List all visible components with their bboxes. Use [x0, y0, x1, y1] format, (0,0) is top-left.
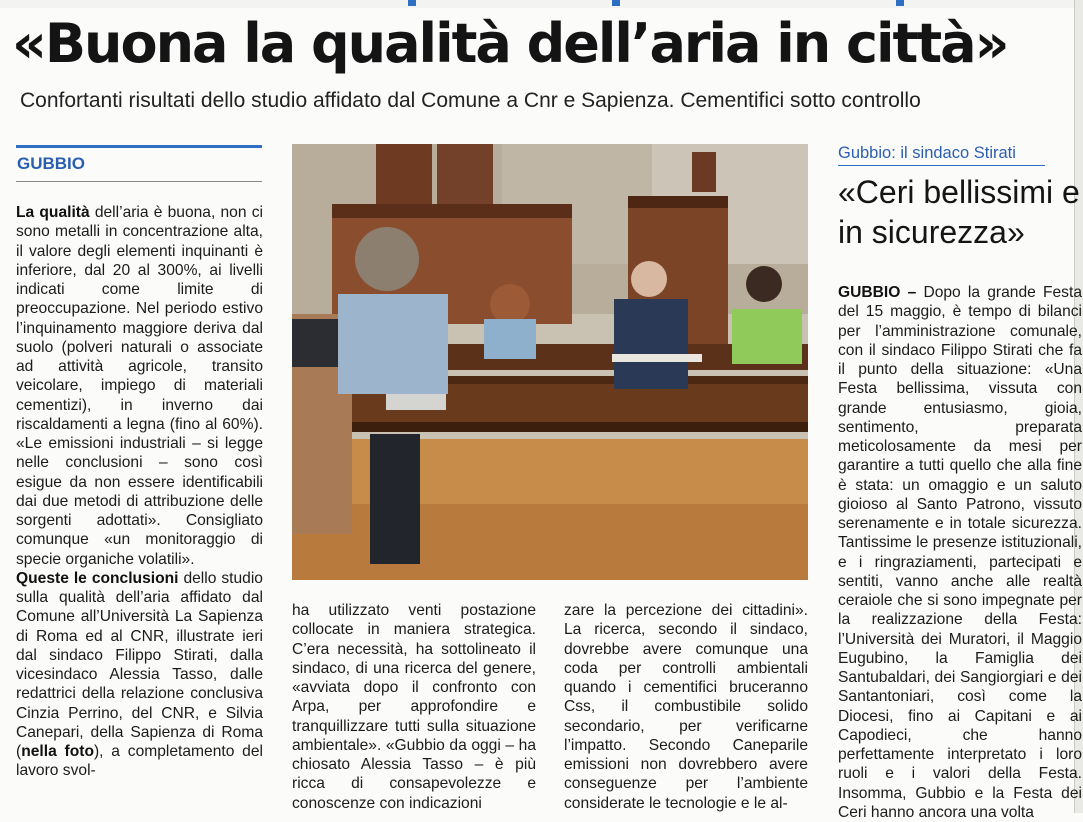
sidebar-title: «Ceri bellissimi e in sicurezza» [838, 174, 1080, 250]
photo-reference: nella foto [21, 743, 94, 760]
paragraph-1 [16, 203, 263, 569]
left-kicker-rule [16, 145, 262, 148]
paragraph-2 [16, 569, 263, 781]
paragraph-2-lead: Queste le conclusioni [16, 569, 179, 587]
meeting-photo [292, 144, 808, 580]
article-photo [292, 144, 808, 580]
subheadline: Confortanti risultati dello studio affidato dal Comune a Cnr e Sapienza. Cementifici sotto controllo [20, 89, 921, 112]
section-kicker: GUBBIO [17, 154, 85, 173]
article-column-3: zare la percezione dei cittadini». La ricerca, secondo il sindaco, dovrebbe avere comunque una coda per controlli ambientali quando i cementifici bruceranno Css, il combustibile solido secondario, per verificarne l’impatto. Secondo Caneparile emissioni non dovrebbero avere conseguenze per l’ambiente considerate le tecnologie e le al- [564, 602, 808, 812]
sidebar-kicker: Gubbio: il sindaco Stirati [838, 144, 1016, 162]
paragraph-1-lead: La qualità [16, 204, 90, 221]
paragraph-1-text: dell’aria è buona, non ci sono metalli in concentrazione alta, il valore degli elementi inquinanti è inferiore, dal 20 al 300%, ai livelli indicati come limite di preoccupazione. Nel periodo estivo l’inquinamento maggiore deriva dal suolo (polveri naturali o associate ad attività agricole, transito veicolare, impiego di materiali cementizi), in inverno dai riscaldamenti a legna (fino al 60%). «Le emissioni industriali – si legge nelle conclusioni – sono così esigue da non essere identificabili dai due metodi di attribuzione delle sorgenti adottati». Consigliato comunque «un monitoraggio di specie organiche volatili». [16, 204, 263, 568]
sidebar-text: Dopo la grande Festa del 15 maggio, è tempo di bilanci per l’amministrazione comunale, con il sindaco Filippo Stirati che fa il punto della situazione: «Una Festa bellissima, vissuta con grande entusiasmo, gioia, sentimento, preparata meticolosamente da mesi per garantire a tutti quello che alla fine è stata: un omaggio e un saluto gioioso al Santo Patrono, vissuto serenamente e in totale sicurezza. Tantissime le presenze istituzionali, e i ringraziamenti, partecipati e sentiti, vanno anche alle realtà ceraiole che si sono impegnate per la realizzazione della Festa: l’Università dei Muratori, il Maggio Eugubino, la Famiglia dei Santubaldari, dei Sangiorgiari e dei Santantoniari, così come la Diocesi, fino ai Capitani e ai Capodieci, che hanno perfettamente interpretato i loro ruoli e i valori della Festa. Insomma, Gubbio e la Festa dei Ceri hanno ancora una volta [838, 284, 1082, 821]
article-column-2: ha utilizzato venti postazione collocate in maniera strategica. C’era necessità, ha sottolineato il sindaco, di una ricerca del genere, «avviata dopo il confronto con Arpa, per approfondire e tranquillizzare tutti sulla situazione ambientale». «Gubbio da oggi – ha chiosato Alessia Tasso – è più ricca di consapevolezze e conoscenze con indicazioni [292, 602, 536, 812]
paragraph-2-text: dello studio sulla qualità dell’aria affidato dal Comune all’Università La Sapienza di Roma ed al CNR, illustrate ieri dal sindaco Filippo Stirati, dalla vicesindaco Alessia Tasso, dalle redattrici della relazione conclusiva Cinzia Perrino, del CNR, e Silvia Canepari, della Sapienza di Roma ( [16, 569, 263, 760]
headline: «Buona la qualità dell’aria in città» [12, 12, 1008, 75]
article-column-1 [16, 203, 263, 781]
sidebar-lead: GUBBIO – [838, 284, 917, 301]
sidebar-article [838, 283, 1082, 822]
paragraph-2-end: ), a completamento del lavoro svol- [16, 743, 263, 780]
sidebar-kicker-underline [838, 165, 1045, 166]
page-top-strip [0, 0, 1083, 8]
left-kicker-underline [16, 181, 262, 182]
